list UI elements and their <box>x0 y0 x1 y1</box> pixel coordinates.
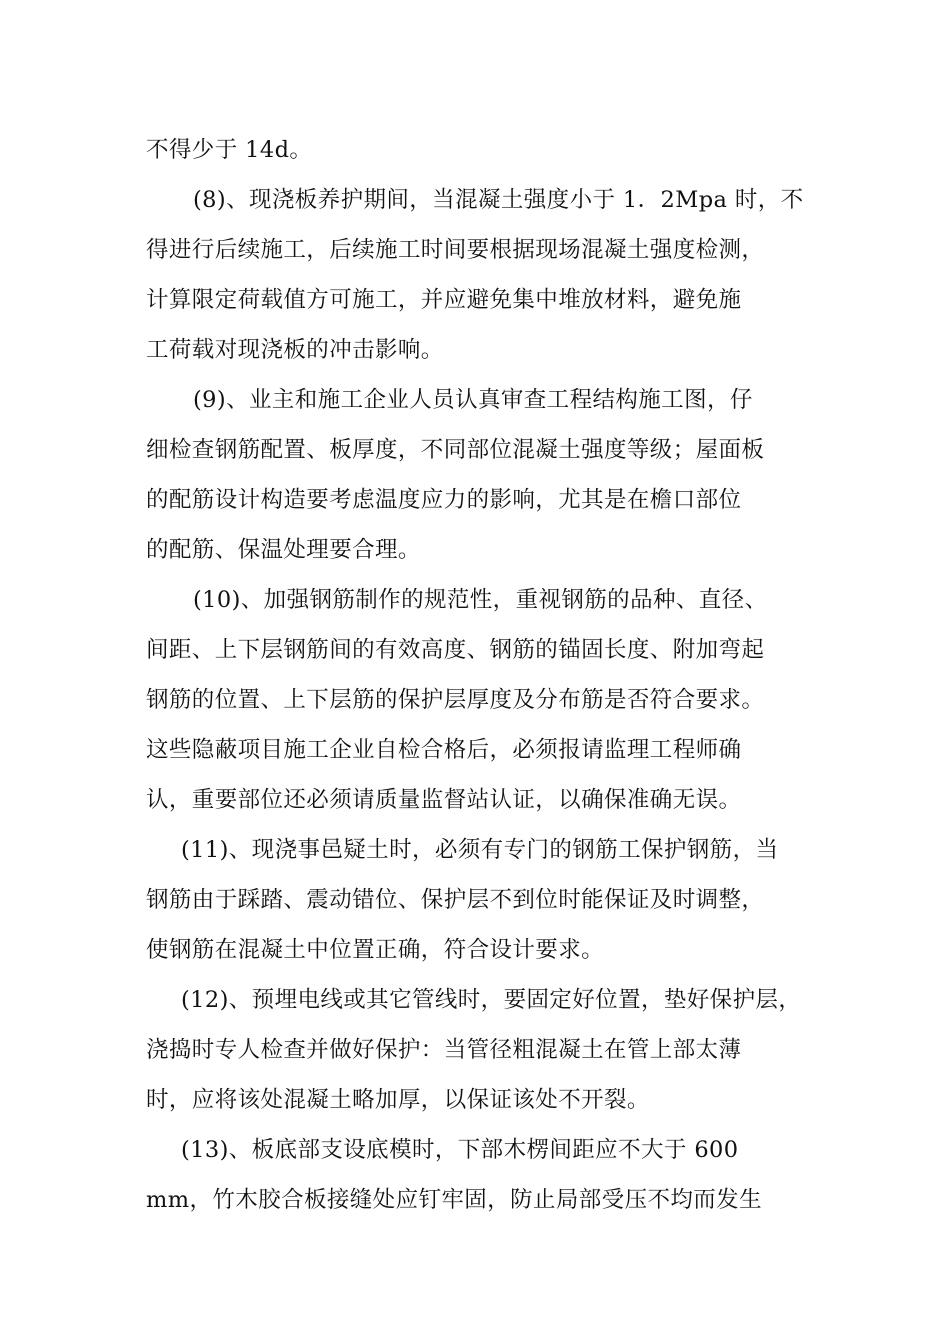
paragraph-10-line: (10)、加强钢筋制作的规范性，重视钢筋的品种、直径、 <box>193 587 768 613</box>
text-line: 的配筋、保温处理要合理。 <box>146 537 421 563</box>
paragraph-11-line: (11)、现浇事邑疑土时，必须有专门的钢筋工保护钢筋，当 <box>181 837 779 863</box>
text-line: 这些隐蔽项目施工企业自检合格后，必须报请监理工程师确 <box>146 737 742 763</box>
text-line: 浇捣时专人检查并做好保护：当管径粗混凝土在管上部太薄 <box>146 1037 742 1063</box>
text-line: 钢筋由于踩踏、震动错位、保护层不到位时能保证及时调整， <box>146 887 765 913</box>
paragraph-13-line: (13)、板底部支设底模时，下部木楞间距应不大于 600 <box>181 1137 739 1163</box>
text-line: 认，重要部位还必须请质量监督站认证，以确保准确无误。 <box>146 787 742 813</box>
text-line: 钢筋的位置、上下层筋的保护层厚度及分布筋是否符合要求。 <box>146 687 765 713</box>
text-line: 得进行后续施工，后续施工时间要根据现场混凝土强度检测， <box>146 237 765 263</box>
text-line: 计算限定荷载值方可施工，并应避免集中堆放材料，避免施 <box>146 287 742 313</box>
text-line: 使钢筋在混凝土中位置正确，符合设计要求。 <box>146 937 605 963</box>
paragraph-9-line: (9)、业主和施工企业人员认真审查工程结构施工图，仔 <box>193 387 753 413</box>
text-line: 间距、上下层钢筋间的有效高度、钢筋的锚固长度、附加弯起 <box>146 637 765 663</box>
text-line: 细检查钢筋配置、板厚度，不同部位混凝土强度等级；屋面板 <box>146 437 765 463</box>
text-line: 工荷载对现浇板的冲击影响。 <box>146 337 444 363</box>
text-line: 的配筋设计构造要考虑温度应力的影响，尤其是在檐口部位 <box>146 487 742 513</box>
text-line: 不得少于 14d。 <box>146 137 313 163</box>
text-line: 时，应将该处混凝土略加厚，以保证该处不开裂。 <box>146 1087 650 1113</box>
paragraph-12-line: (12)、预埋电线或其它管线时，要固定好位置，垫好保护层， <box>181 987 802 1013</box>
paragraph-8-line: (8)、现浇板养护期间，当混凝土强度小于 1．2Mpa 时，不 <box>193 187 804 213</box>
text-line: mm，竹木胶合板接缝处应钉牢固，防止局部受压不均而发生 <box>146 1187 762 1213</box>
